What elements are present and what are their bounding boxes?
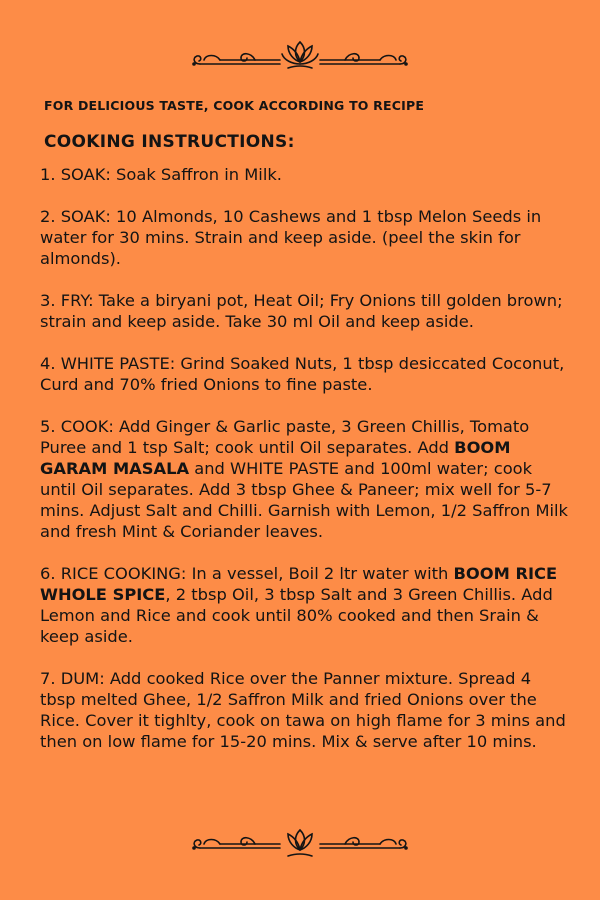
step-text: 5. COOK: Add Ginger & Garlic paste, 3 Green Chillis, Tomato Puree and 1 tsp Salt; cook until Oil separates. Add <box>40 417 530 457</box>
step-text: 6. RICE COOKING: In a vessel, Boil 2 ltr water with <box>40 564 454 583</box>
product-name: BOOM GARAM MASALA <box>40 438 511 478</box>
tagline: FOR DELICIOUS TASTE, COOK ACCORDING TO RECIPE <box>44 98 425 113</box>
instruction-step-4 <box>40 353 570 395</box>
instruction-step-3 <box>40 290 570 332</box>
instruction-step-7 <box>40 668 570 752</box>
instruction-step-2 <box>40 206 570 269</box>
section-heading: COOKING INSTRUCTIONS: <box>44 132 295 152</box>
step-text: 1. SOAK: Soak Saffron in Milk. <box>40 165 282 184</box>
product-name: BOOM RICE WHOLE SPICE <box>40 564 558 604</box>
step-text: and WHITE PASTE and 100ml water; cook until Oil separates. Add 3 tbsp Ghee & Paneer; mix well for 5-7 mins. Adjust Salt and Chilli. Garnish with Lemon, 1/2 Saffron Milk and fresh Mint & Coriander leaves. <box>40 459 568 541</box>
instruction-step-1 <box>40 164 570 185</box>
instruction-steps <box>40 164 570 752</box>
top-ornament-divider-icon <box>180 36 420 76</box>
instruction-step-6 <box>40 563 570 647</box>
step-text: 3. FRY: Take a biryani pot, Heat Oil; Fry Onions till golden brown; strain and keep aside. Take 30 ml Oil and keep aside. <box>40 291 563 331</box>
step-text: 4. WHITE PASTE: Grind Soaked Nuts, 1 tbsp desiccated Coconut, Curd and 70% fried Onions to fine paste. <box>40 354 565 394</box>
instruction-step-5 <box>40 416 570 542</box>
step-text: 7. DUM: Add cooked Rice over the Panner mixture. Spread 4 tbsp melted Ghee, 1/2 Saffron Milk and fried Onions over the Rice. Cover it tighlty, cook on tawa on high flame for 3 mins and then on low flame for 15-20 mins. Mix & serve after 10 mins. <box>40 669 566 751</box>
step-text: , 2 tbsp Oil, 3 tbsp Salt and 3 Green Chillis. Add Lemon and Rice and cook until 80% cooked and then Srain & keep aside. <box>40 585 553 646</box>
step-text: 2. SOAK: 10 Almonds, 10 Cashews and 1 tbsp Melon Seeds in water for 30 mins. Strain and keep aside. (peel the skin for almonds). <box>40 207 542 268</box>
bottom-ornament-divider-icon <box>180 826 420 866</box>
